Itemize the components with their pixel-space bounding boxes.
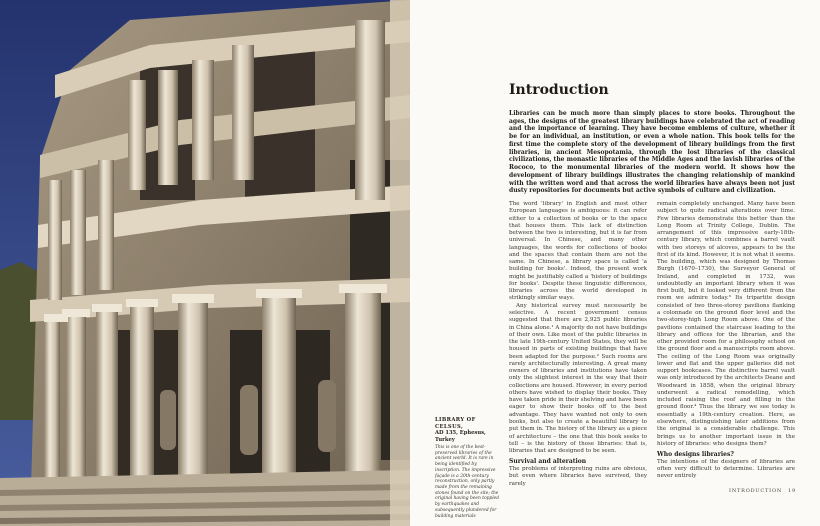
caption-body: This is one of the best-preserved libraries of the ancient world. It is rare in being identified by inscription. The impressive façade is a 20th-century reconstruction, only partly made from the remaining stones found on the site; the original having been toppled by earthquakes and subsequently plundered for building materials bbox=[435, 445, 500, 519]
intro-paragraph: Libraries can be much more than simply places to store books. Throughout the ages, the designs of the greatest library buildings have celebrated the act of reading and the importance of learning. They have become emblems of culture, whether it be for an individual, an institution, or even a whole nation. This book tells for the first time the complete story of the development of library buildings from the first libraries, in ancient Mesopotamia, through the lost libraries of the classical civilizations, the monastic libraries of the Middle Ages and the lavish libraries of the Rococo, to the monumental libraries of the modern world. It shows how the development of library buildings illustrates the changing relationship of mankind with the written word and that across the world libraries have always been not just dusty repositories for documents but active symbols of culture and civilization. bbox=[509, 110, 795, 195]
paragraph: The problems of interpreting ruins are obvious, but even where libraries have survived, they rarely bbox=[509, 466, 647, 487]
paragraph: Any historical survey must necessarily be selective. A recent government census suggested that there are 2,925 public libraries in China alone.¹ A majority do not have buildings of their own. Like most of the public libraries in the late 19th-century United States, they will be housed in parts of existing buildings that have been adapted for the purpose.² Such rooms are rarely architecturally interesting. A great many owners of libraries and institutions have taken only the slightest interest in the way that their collections are housed. However, in every period others have wished to display their books. They have taken pride in their shelving and have been eager to show their books off to the best advantage. They have wanted not only to own books, but also to create a beautiful library to put them in. The history of the library as a piece of architecture – the one that this book seeks to tell – is the history of those libraries: that is, libraries that are designed to be seen. bbox=[509, 302, 647, 455]
paragraph: The intentions of the designers of libraries are often very difficult to determine. Libraries are never entirely bbox=[657, 458, 795, 480]
paragraph: remain completely unchanged. Many have been subject to quite radical alterations over time. Few libraries demonstrate this better than the Long Room at Trinity College, Dublin. The arrangement of this impressive early-18th-century library, which combines a barrel vault with two storeys of alcoves, appears to be the first of its kind. However, it is not what it seems. The building, which was designed by Thomas Burgh (1670–1730), the Surveyor General of Ireland, and completed in 1732, was undoubtedly an important library when it was first built, but it looked very different from the room we admire today.³ Its tripartite design consisted of two three-storey pavilions flanking a colonnade on the ground floor level and the two-storey-high Long Room above. One of the pavilions contained the staircase leading to the library and offices for the librarian, and the other provided room for a philosophy school on the ground floor and a manuscripts room above. The ceiling of the Long Room was originally lower and flat and the upper galleries did not support bookcases. The distinctive barrel vault was only introduced by the architects Deane and Woodward in 1858, when the original library underwent a radical remodelling, which included raising the roof and filling in the ground floor.⁴ Thus the library we see today is essentially a 19th-century creation. Here, as elsewhere, distinguishing later additions from the original is a considerable challenge. This brings us to another important issue in the history of libraries: who designs them? bbox=[657, 201, 795, 447]
page-number: 19 bbox=[788, 488, 796, 494]
paragraph: The word 'library' in English and most other European languages is ambiguous: it can refer either to a collection of books or to the space that houses them. This lack of distinction between the two is interesting, but it is far from universal. In Chinese, and many other languages, the words for collections of books and the spaces that contain them are not the same. In Chinese, a library space is called 'a building for books'. Indeed, the present work might be justifiably called a 'history of buildings for books'. Despite these linguistic differences, libraries across the world developed in strikingly similar ways. bbox=[509, 201, 647, 302]
caption-subtitle: AD 135, Ephesus, Turkey bbox=[435, 430, 486, 443]
chapter-heading: Introduction bbox=[509, 82, 609, 98]
photo-caption bbox=[435, 417, 501, 519]
page-footer bbox=[729, 488, 796, 494]
running-head: INTRODUCTION bbox=[729, 488, 783, 494]
text-column-right bbox=[657, 201, 795, 481]
text-column-left bbox=[509, 201, 647, 488]
subheading-survival: Survival and alteration bbox=[509, 458, 587, 466]
subheading-who-designs: Who designs libraries? bbox=[657, 451, 734, 459]
text-page bbox=[509, 0, 797, 526]
caption-title: LIBRARY OF CELSUS, bbox=[435, 417, 476, 430]
